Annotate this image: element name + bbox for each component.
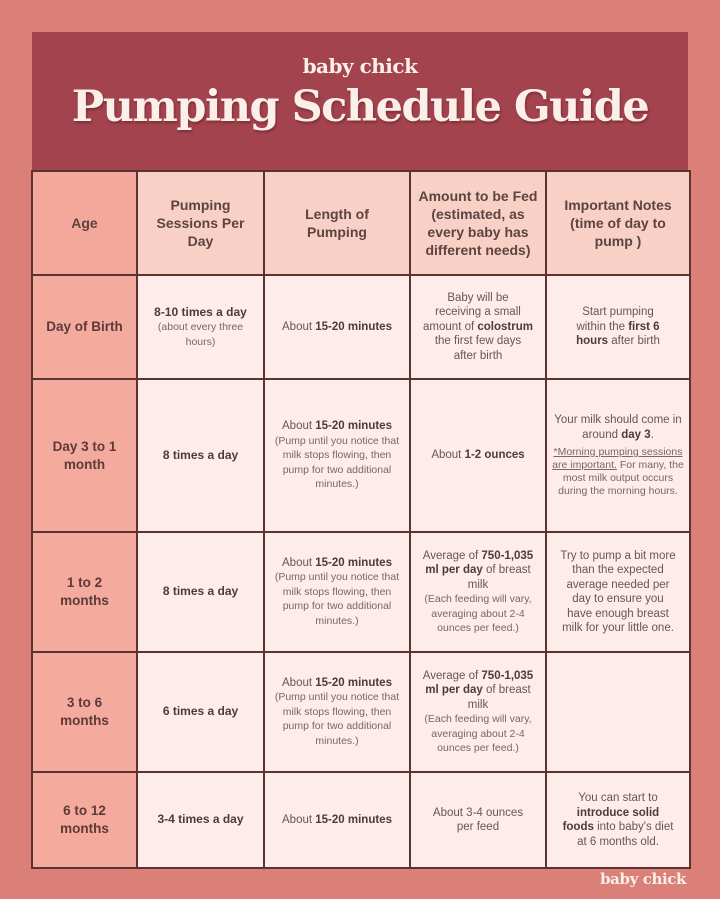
length-note: (Pump until you notice that milk stops flowing, then pump for two additional minutes.) xyxy=(274,434,400,491)
notes-underlined: *Morning pumping sessions are important. xyxy=(552,446,683,471)
footer-brand-logo-text: baby chick xyxy=(600,870,686,888)
notes-suffix: into baby's diet at 6 months old. xyxy=(577,821,674,848)
sessions-value: 6 times a day xyxy=(162,704,239,719)
length-value: 15-20 minutes xyxy=(315,676,392,689)
sessions-value: 3-4 times a day xyxy=(157,812,244,827)
notes-extra: For many, the most milk output occurs during the morning hours. xyxy=(558,459,684,497)
sessions-value: 8 times a day xyxy=(162,584,239,599)
amount-cell xyxy=(410,652,546,772)
length-prefix: About xyxy=(282,420,316,433)
table-row xyxy=(32,772,690,868)
amount-prefix: About xyxy=(431,449,465,462)
notes-cell xyxy=(546,532,690,652)
table-row xyxy=(32,275,690,379)
sessions-cell xyxy=(137,652,264,772)
amount-suffix: of breast milk xyxy=(467,564,531,591)
pumping-schedule-table xyxy=(31,170,691,869)
column-header-amount: Amount to be Fed (estimated, as every baby has different needs) xyxy=(410,171,546,275)
amount-note: (Each feeding will vary, averaging about 2-4 ounces per feed.) xyxy=(424,713,532,754)
sessions-cell xyxy=(137,772,264,868)
notes-cell xyxy=(546,275,690,379)
amount-note: (Each feeding will vary, averaging about 2-4 ounces per feed.) xyxy=(424,593,532,634)
amount-value: 750-1,035 ml per day xyxy=(425,669,534,696)
header-banner xyxy=(32,32,688,170)
length-value: 15-20 minutes xyxy=(315,813,392,826)
age-cell: 1 to 2 months xyxy=(32,532,137,652)
amount-suffix: of breast milk xyxy=(467,684,531,711)
length-cell xyxy=(264,275,410,379)
table-row xyxy=(32,532,690,652)
age-cell: 3 to 6 months xyxy=(32,652,137,772)
column-header-notes: Important Notes (time of day to pump ) xyxy=(546,171,690,275)
sessions-value: 8 times a day xyxy=(162,447,239,462)
amount-prefix: Baby will be receiving a small amount of xyxy=(423,291,521,333)
notes-highlight: day 3 xyxy=(621,428,651,441)
amount-cell xyxy=(410,379,546,532)
amount-cell xyxy=(410,275,546,379)
length-cell xyxy=(264,652,410,772)
length-value: 15-20 minutes xyxy=(315,320,392,333)
notes-highlight: introduce solid foods xyxy=(562,806,660,833)
notes-suffix: after birth xyxy=(608,335,660,348)
sessions-cell xyxy=(137,379,264,532)
column-header-sessions: Pumping Sessions Per Day xyxy=(137,171,264,275)
length-value: 15-20 minutes xyxy=(315,556,392,569)
notes-cell-empty xyxy=(546,652,690,772)
notes-prefix: You can start to xyxy=(578,792,658,804)
notes-prefix: Your milk should come in around xyxy=(554,414,682,441)
notes-morning-tip xyxy=(552,446,684,498)
length-prefix: About xyxy=(282,813,316,826)
length-note: (Pump until you notice that milk stops flowing, then pump for two additional minutes.) xyxy=(274,571,400,627)
notes-highlight: first 6 hours xyxy=(576,320,660,348)
amount-cell xyxy=(410,532,546,652)
amount-suffix: the first few days after birth xyxy=(434,335,522,362)
brand-logo-text: baby chick xyxy=(302,54,418,78)
length-note: (Pump until you notice that milk stops flowing, then pump for two additional minutes.) xyxy=(274,691,400,747)
length-cell xyxy=(264,772,410,868)
amount-value: 750-1,035 ml per day xyxy=(425,549,534,576)
age-cell: 6 to 12 months xyxy=(32,772,137,868)
length-cell xyxy=(264,379,410,532)
column-header-length: Length of Pumping xyxy=(264,171,410,275)
sessions-cell xyxy=(137,532,264,652)
age-cell: Day of Birth xyxy=(32,275,137,379)
sessions-value: 8-10 times a day xyxy=(154,304,247,319)
column-header-age: Age xyxy=(32,171,137,275)
sessions-cell xyxy=(137,275,264,379)
amount-prefix: Average of xyxy=(422,549,482,562)
notes-cell xyxy=(546,772,690,868)
notes-prefix: Start pumping within the xyxy=(576,306,654,333)
length-prefix: About xyxy=(282,556,316,569)
length-value: 15-20 minutes xyxy=(315,420,392,433)
table-header-row xyxy=(32,171,690,275)
sessions-note: (about every three hours) xyxy=(157,321,244,348)
table-row xyxy=(32,379,690,532)
amount-prefix: Average of xyxy=(422,669,482,682)
notes-text: Try to pump a bit more than the expected average needed per day to ensure you have enough breast milk for your little one. xyxy=(560,549,676,634)
length-prefix: About xyxy=(282,320,316,333)
length-prefix: About xyxy=(282,676,316,689)
amount-value: 1-2 ounces xyxy=(464,449,525,462)
notes-suffix: . xyxy=(650,428,654,441)
page-title: Pumping Schedule Guide xyxy=(71,82,649,132)
amount-text: About 3-4 ounces per feed xyxy=(432,806,524,833)
amount-cell xyxy=(410,772,546,868)
length-cell xyxy=(264,532,410,652)
table-row xyxy=(32,652,690,772)
amount-value: colostrum xyxy=(477,320,533,333)
notes-cell xyxy=(546,379,690,532)
age-cell: Day 3 to 1 month xyxy=(32,379,137,532)
